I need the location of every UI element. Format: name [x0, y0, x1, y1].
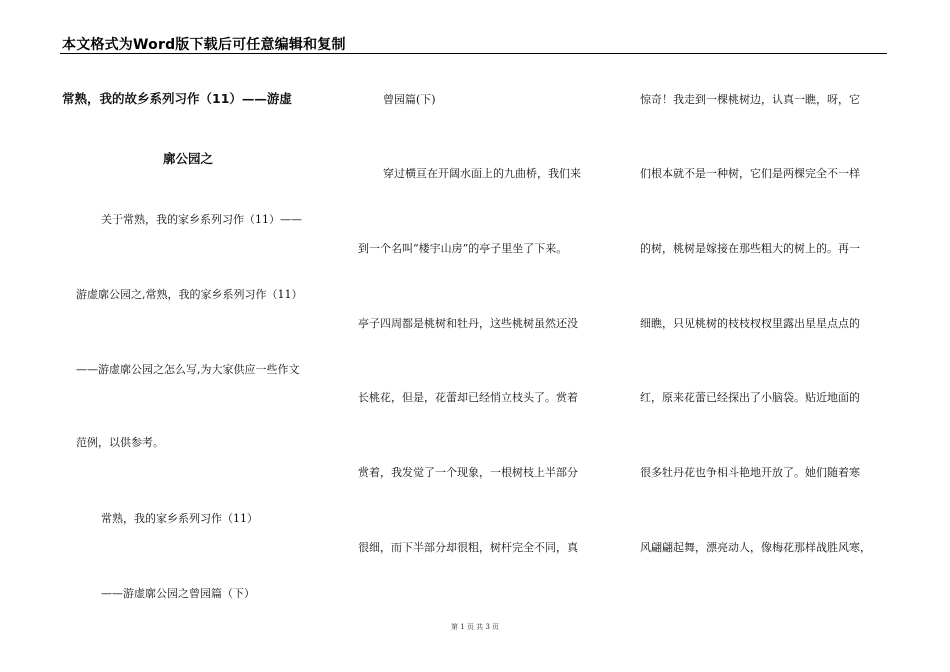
body-line: 细瞧，只见桃树的枝枝杈杈里露出星星点点的 [640, 317, 860, 330]
body-line: 风翩翩起舞，漂亮动人，像梅花那样战胜风寒， [640, 541, 871, 554]
body-line: 穿过横亘在开阔水面上的九曲桥，我们来 [383, 167, 581, 180]
body-line: 到一个名叫“楼宇山房”的亭子里坐了下来。 [358, 242, 568, 255]
body-line: 亭子四周都是桃树和牡丹，这些桃树虽然还没 [358, 317, 578, 330]
header-divider [60, 53, 887, 54]
article-title-line-2: 廓公园之 [163, 151, 214, 166]
body-line: 们根本就不是一种树，它们是两棵完全不一样 [640, 167, 860, 180]
body-line: 赏着，我发觉了一个现象，一根树枝上半部分 [358, 466, 578, 479]
document-header-title: 本文格式为Word版下载后可任意编辑和复制 [62, 37, 346, 53]
body-line: 很多牡丹花也争相斗艳地开放了。她们随着寒 [640, 466, 860, 479]
body-line: 关于常熟，我的家乡系列习作（11）—— [101, 213, 302, 226]
body-line: 游虚廓公园之,常熟，我的家乡系列习作（11） [76, 288, 303, 301]
article-title-line-1: 常熟，我的故乡系列习作（11）——游虚 [62, 91, 292, 106]
body-line: ——游虚廓公园之曾园篇（下） [101, 587, 255, 600]
body-line: 很细，而下半部分却很粗，树杆完全不同，真 [358, 541, 578, 554]
body-line: 长桃花，但是，花蕾却已经悄立枝头了。赏着 [358, 391, 578, 404]
body-line: ——游虚廓公园之怎么写,为大家供应一些作文 [76, 363, 300, 376]
section-heading: 曾园篇(下) [383, 93, 436, 106]
body-line: 常熟，我的家乡系列习作（11） [101, 512, 258, 525]
body-line: 范例，以供参考。 [76, 436, 164, 449]
body-line: 红，原来花蕾已经探出了小脑袋。贴近地面的 [640, 391, 860, 404]
body-line: 惊奇！我走到一棵桃树边，认真一瞧，呀，它 [640, 93, 860, 106]
page-number-footer: 第 1 页 共 3 页 [450, 623, 500, 631]
body-line: 的树，桃树是嫁接在那些粗大的树上的。再一 [640, 242, 860, 255]
